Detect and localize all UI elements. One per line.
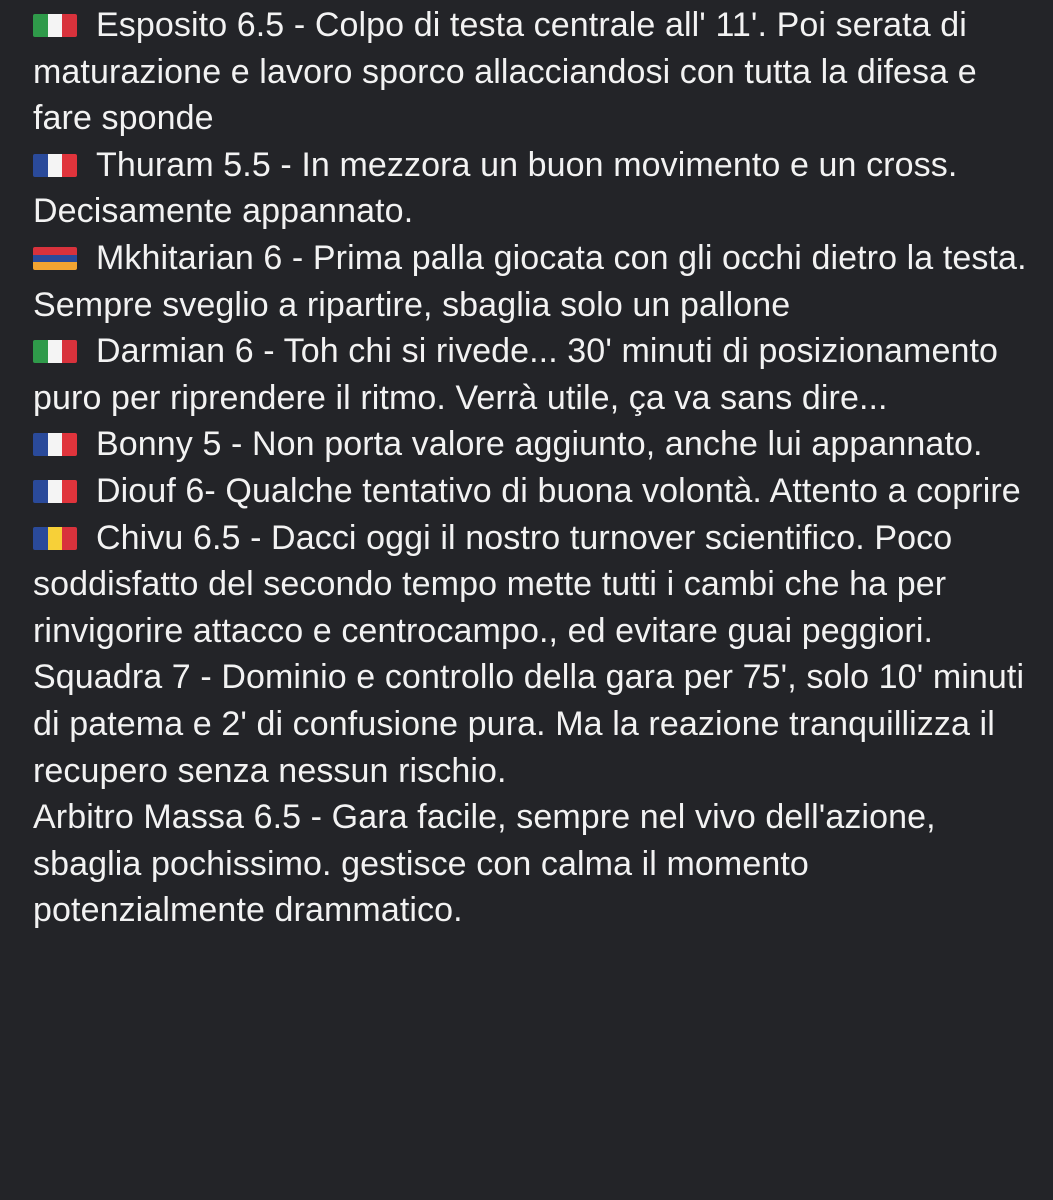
entry-text: Mkhitarian 6 - Prima palla giocata con gli occhi dietro la testa. Sempre sveglio a ripartire, sbaglia solo un pallone xyxy=(33,238,1027,324)
rating-entry-esposito xyxy=(33,2,1038,142)
france-flag-icon xyxy=(33,154,77,177)
entry-text: Bonny 5 - Non porta valore aggiunto, anche lui appannato. xyxy=(96,425,983,464)
ratings-text xyxy=(33,0,1038,934)
france-flag-icon xyxy=(33,480,77,503)
entry-text: Darmian 6 - Toh chi si rivede... 30' minuti di posizionamento puro per riprendere il ritmo. Verrà utile, ça va sans dire... xyxy=(33,332,999,417)
entry-text: Diouf 6- Qualche tentativo di buona volontà. Attento a coprire xyxy=(96,471,1021,510)
rating-entry-diouf xyxy=(33,468,1038,515)
rating-entry-bonny xyxy=(33,421,1038,468)
entry-text: Chivu 6.5 - Dacci oggi il nostro turnover scientifico. Poco soddisfatto del secondo tempo mette tutti i cambi che ha per rinvigorire attacco e centrocampo., ed evitare guai peggiori. xyxy=(33,518,953,650)
france-flag-icon xyxy=(33,433,77,456)
italy-flag-icon xyxy=(33,340,77,363)
rating-entry-chivu xyxy=(33,515,1038,655)
romania-flag-icon xyxy=(33,527,77,550)
italy-flag-icon xyxy=(33,14,77,37)
armenia-flag-icon xyxy=(33,247,77,270)
rating-entry-arbitro xyxy=(33,794,1038,934)
entry-text: Esposito 6.5 - Colpo di testa centrale all' 11'. Poi serata di maturazione e lavoro sporco allacciandosi con tutta la difesa e fare sponde xyxy=(33,6,977,138)
entry-text: Squadra 7 - Dominio e controllo della gara per 75', solo 10' minuti di patema e 2' di confusione pura. Ma la reazione tranquillizza il recupero senza nessun rischio. xyxy=(33,658,1025,790)
rating-entry-squadra xyxy=(33,654,1038,794)
entry-text: Thuram 5.5 - In mezzora un buon movimento e un cross. Decisamente appannato. xyxy=(33,145,958,231)
entry-text: Arbitro Massa 6.5 - Gara facile, sempre nel vivo dell'azione, sbaglia pochissimo. gestisce con calma il momento potenzialmente drammatico. xyxy=(33,798,936,930)
rating-entry-mkhitarian xyxy=(33,235,1038,328)
rating-entry-thuram xyxy=(33,142,1038,235)
rating-entry-darmian xyxy=(33,328,1038,421)
